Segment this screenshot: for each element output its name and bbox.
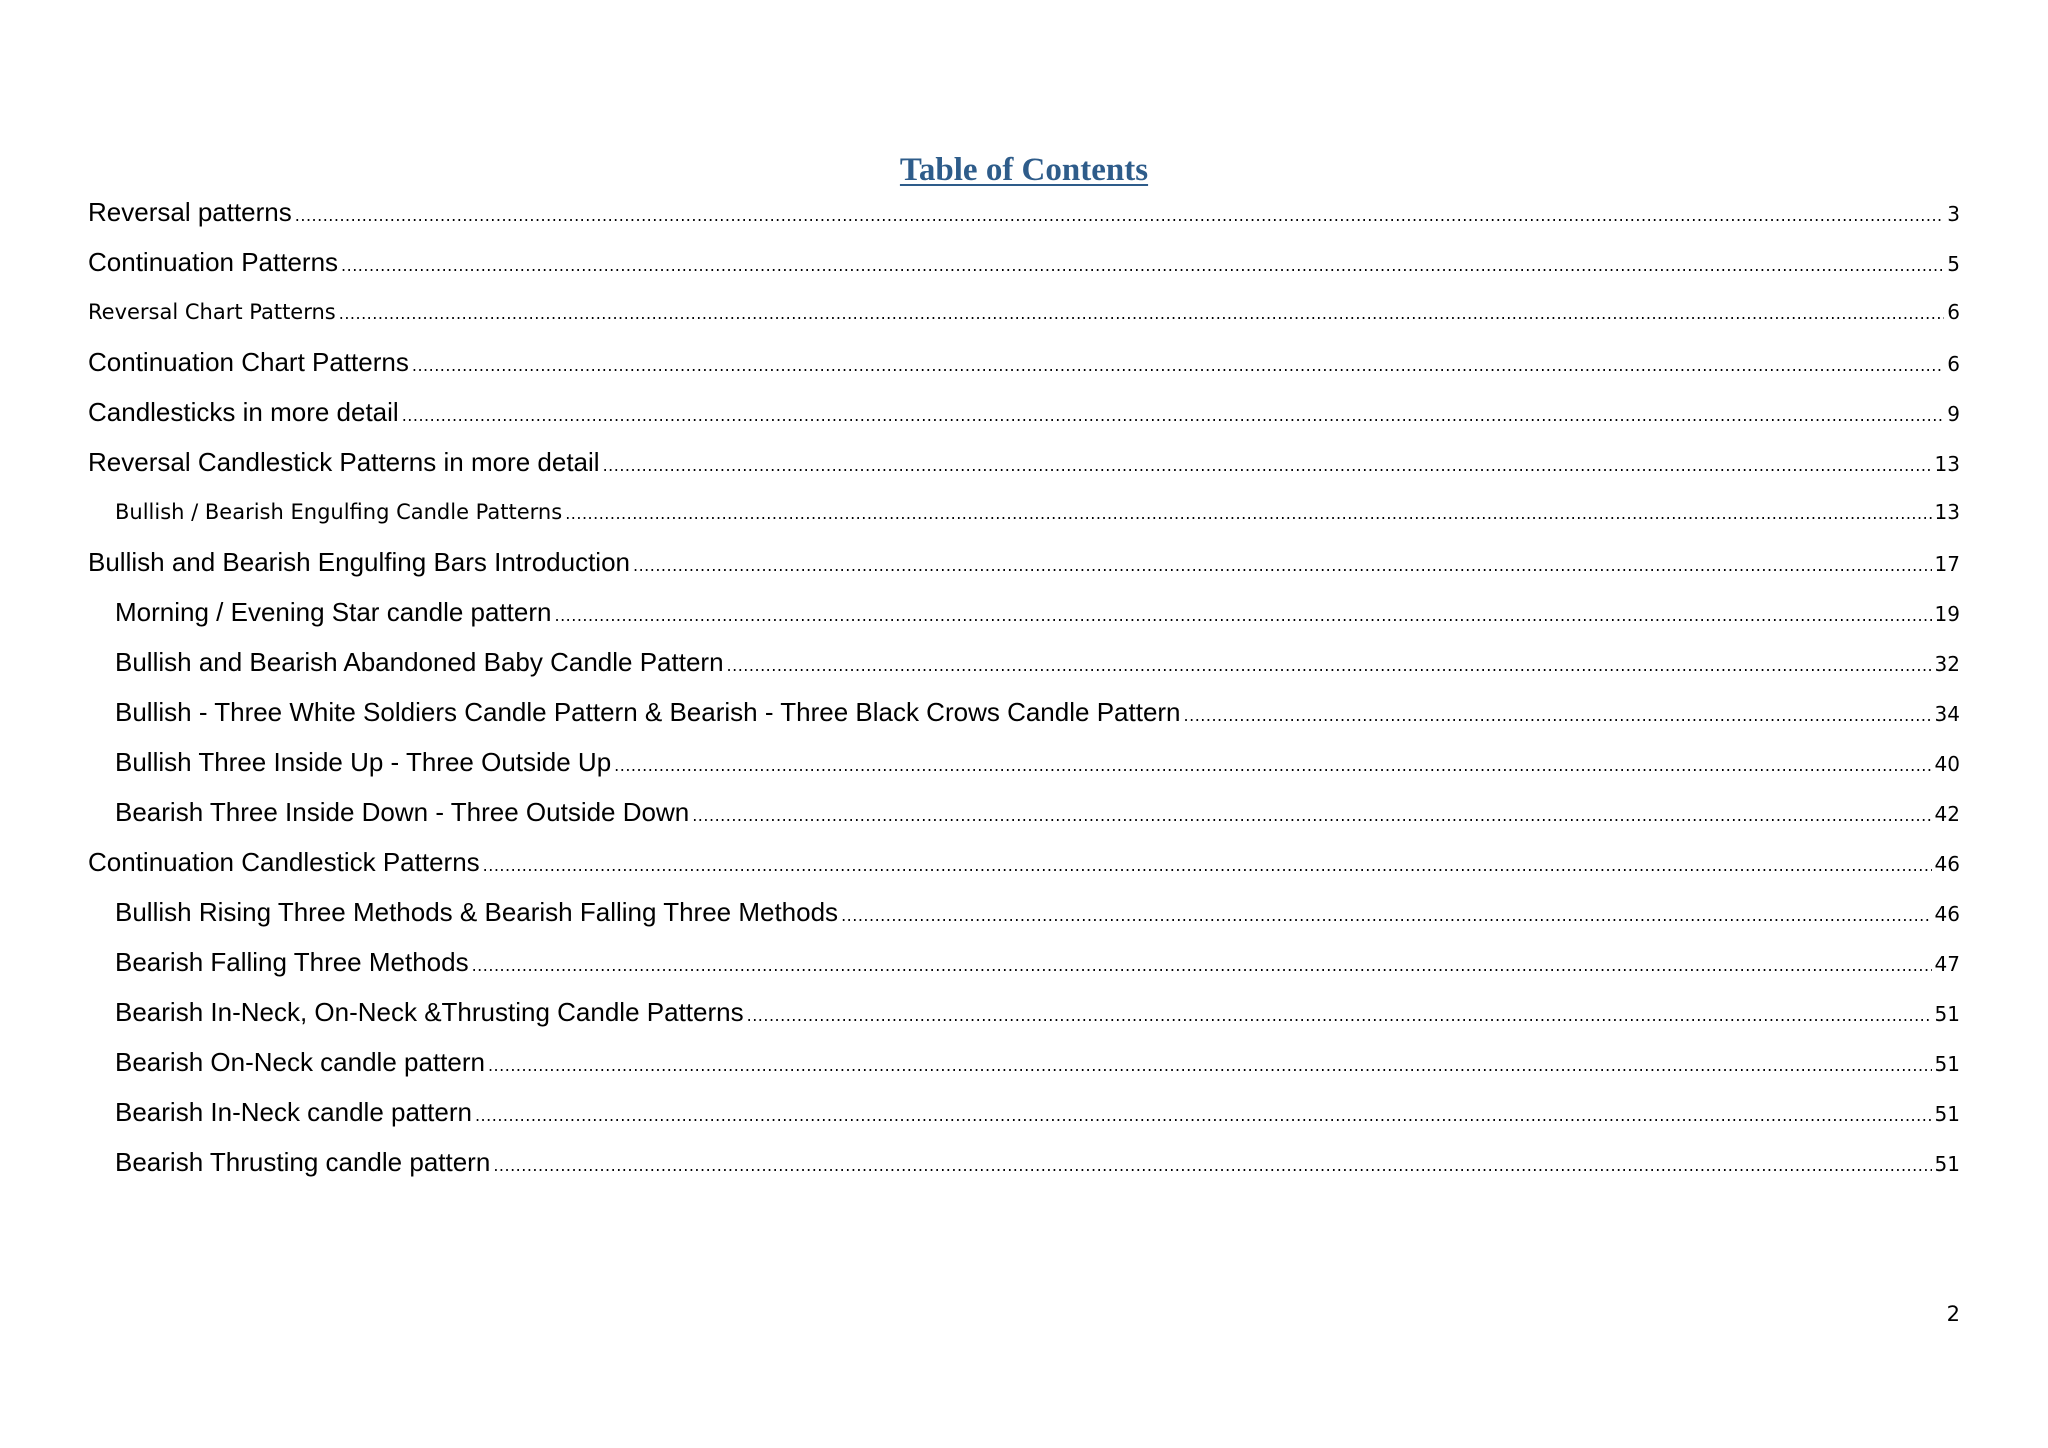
toc-entry-page: 9 (1947, 402, 1960, 426)
toc-entry-label: Bearish Thrusting candle pattern (115, 1147, 491, 1177)
toc-entry-page: 40 (1934, 752, 1960, 776)
toc-entry-label: Reversal Chart Patterns (88, 300, 336, 324)
toc-entry-label: Bullish Rising Three Methods & Bearish Falling Three Methods (115, 897, 839, 927)
toc-entry[interactable] (88, 544, 1960, 594)
toc-entry[interactable] (88, 244, 1960, 294)
toc-entry[interactable] (88, 794, 1960, 844)
dot-leader (295, 198, 1945, 234)
dot-leader (727, 648, 1932, 684)
toc-entry-page: 51 (1934, 1152, 1960, 1176)
toc-entry[interactable] (88, 744, 1960, 794)
toc-entry-label: Bearish In-Neck candle pattern (115, 1097, 472, 1127)
toc-entry-label: Bullish / Bearish Engulfing Candle Patterns (115, 500, 563, 524)
page-number: 2 (1946, 1302, 1960, 1326)
toc-entry[interactable] (88, 394, 1960, 444)
dot-leader (402, 398, 1945, 434)
toc-entry-label: Reversal patterns (88, 197, 292, 227)
toc-entry-page: 51 (1934, 1102, 1960, 1126)
dot-leader (747, 998, 1932, 1034)
toc-entry-label: Morning / Evening Star candle pattern (115, 597, 552, 627)
dot-leader (692, 798, 1931, 834)
toc-entry-label: Bullish - Three White Soldiers Candle Pattern & Bearish - Three Black Crows Candle Pattern (115, 697, 1181, 727)
toc-entry-label: Reversal Candlestick Patterns in more detail (88, 447, 600, 477)
toc-entry[interactable] (88, 344, 1960, 394)
toc-entry-page: 19 (1934, 602, 1960, 626)
toc-entry-page: 34 (1934, 702, 1960, 726)
dot-leader (341, 248, 1944, 284)
toc-entry-page: 6 (1947, 300, 1960, 324)
toc-entry-label: Bearish In-Neck, On-Neck &Thrusting Candle Patterns (115, 997, 744, 1027)
dot-leader (1184, 698, 1932, 734)
toc-entry[interactable] (88, 694, 1960, 744)
dot-leader (493, 1148, 1931, 1184)
dot-leader (603, 448, 1932, 484)
toc-entry-page: 42 (1934, 802, 1960, 826)
toc-entry[interactable] (88, 644, 1960, 694)
toc-entry[interactable] (88, 594, 1960, 644)
toc-entry[interactable] (88, 294, 1960, 344)
toc-entry-page: 51 (1934, 1002, 1960, 1026)
toc-entry-label: Bullish and Bearish Abandoned Baby Candle Pattern (115, 647, 724, 677)
dot-leader (554, 598, 1931, 634)
toc-entry-page: 51 (1934, 1052, 1960, 1076)
toc-entry[interactable] (88, 1094, 1960, 1144)
toc-entry[interactable] (88, 1144, 1960, 1194)
toc-entry-page: 17 (1934, 552, 1960, 576)
dot-leader (475, 1098, 1932, 1134)
dot-leader (633, 548, 1932, 584)
toc-entry[interactable] (88, 494, 1960, 544)
toc-entry-label: Continuation Candlestick Patterns (88, 847, 480, 877)
toc-entry-label: Candlesticks in more detail (88, 397, 399, 427)
toc-entry-page: 32 (1934, 652, 1960, 676)
dot-leader (339, 296, 1945, 332)
toc-entry[interactable] (88, 1044, 1960, 1094)
toc-entry-label: Bullish and Bearish Engulfing Bars Introduction (88, 547, 630, 577)
toc-entry-page: 13 (1934, 500, 1960, 524)
toc-entry-label: Bearish Three Inside Down - Three Outside Down (115, 797, 690, 827)
toc-entry-page: 46 (1934, 852, 1960, 876)
toc-entry-page: 6 (1947, 352, 1960, 376)
toc-entry-page: 46 (1934, 902, 1960, 926)
dot-leader (565, 496, 1931, 532)
toc-entry-label: Bearish On-Neck candle pattern (115, 1047, 485, 1077)
dot-leader (483, 848, 1932, 884)
toc-entry-page: 13 (1934, 452, 1960, 476)
toc-entry[interactable] (88, 994, 1960, 1044)
dot-leader (412, 348, 1944, 384)
dot-leader (841, 898, 1931, 934)
toc-entry[interactable] (88, 844, 1960, 894)
toc-entry-label: Continuation Patterns (88, 247, 339, 277)
toc-entry[interactable] (88, 444, 1960, 494)
toc-entry-label: Continuation Chart Patterns (88, 347, 409, 377)
dot-leader (614, 748, 1931, 784)
toc-entry-page: 5 (1947, 252, 1960, 276)
toc-entry[interactable] (88, 894, 1960, 944)
toc-list (88, 194, 1960, 1194)
toc-entry-label: Bearish Falling Three Methods (115, 947, 469, 977)
toc-entry-label: Bullish Three Inside Up - Three Outside Up (115, 747, 612, 777)
dot-leader (472, 948, 1932, 984)
toc-entry[interactable] (88, 944, 1960, 994)
toc-title: Table of Contents (899, 152, 1149, 188)
toc-entry-page: 47 (1934, 952, 1960, 976)
dot-leader (488, 1048, 1932, 1084)
toc-entry-page: 3 (1947, 202, 1960, 226)
toc-entry[interactable] (88, 194, 1960, 244)
